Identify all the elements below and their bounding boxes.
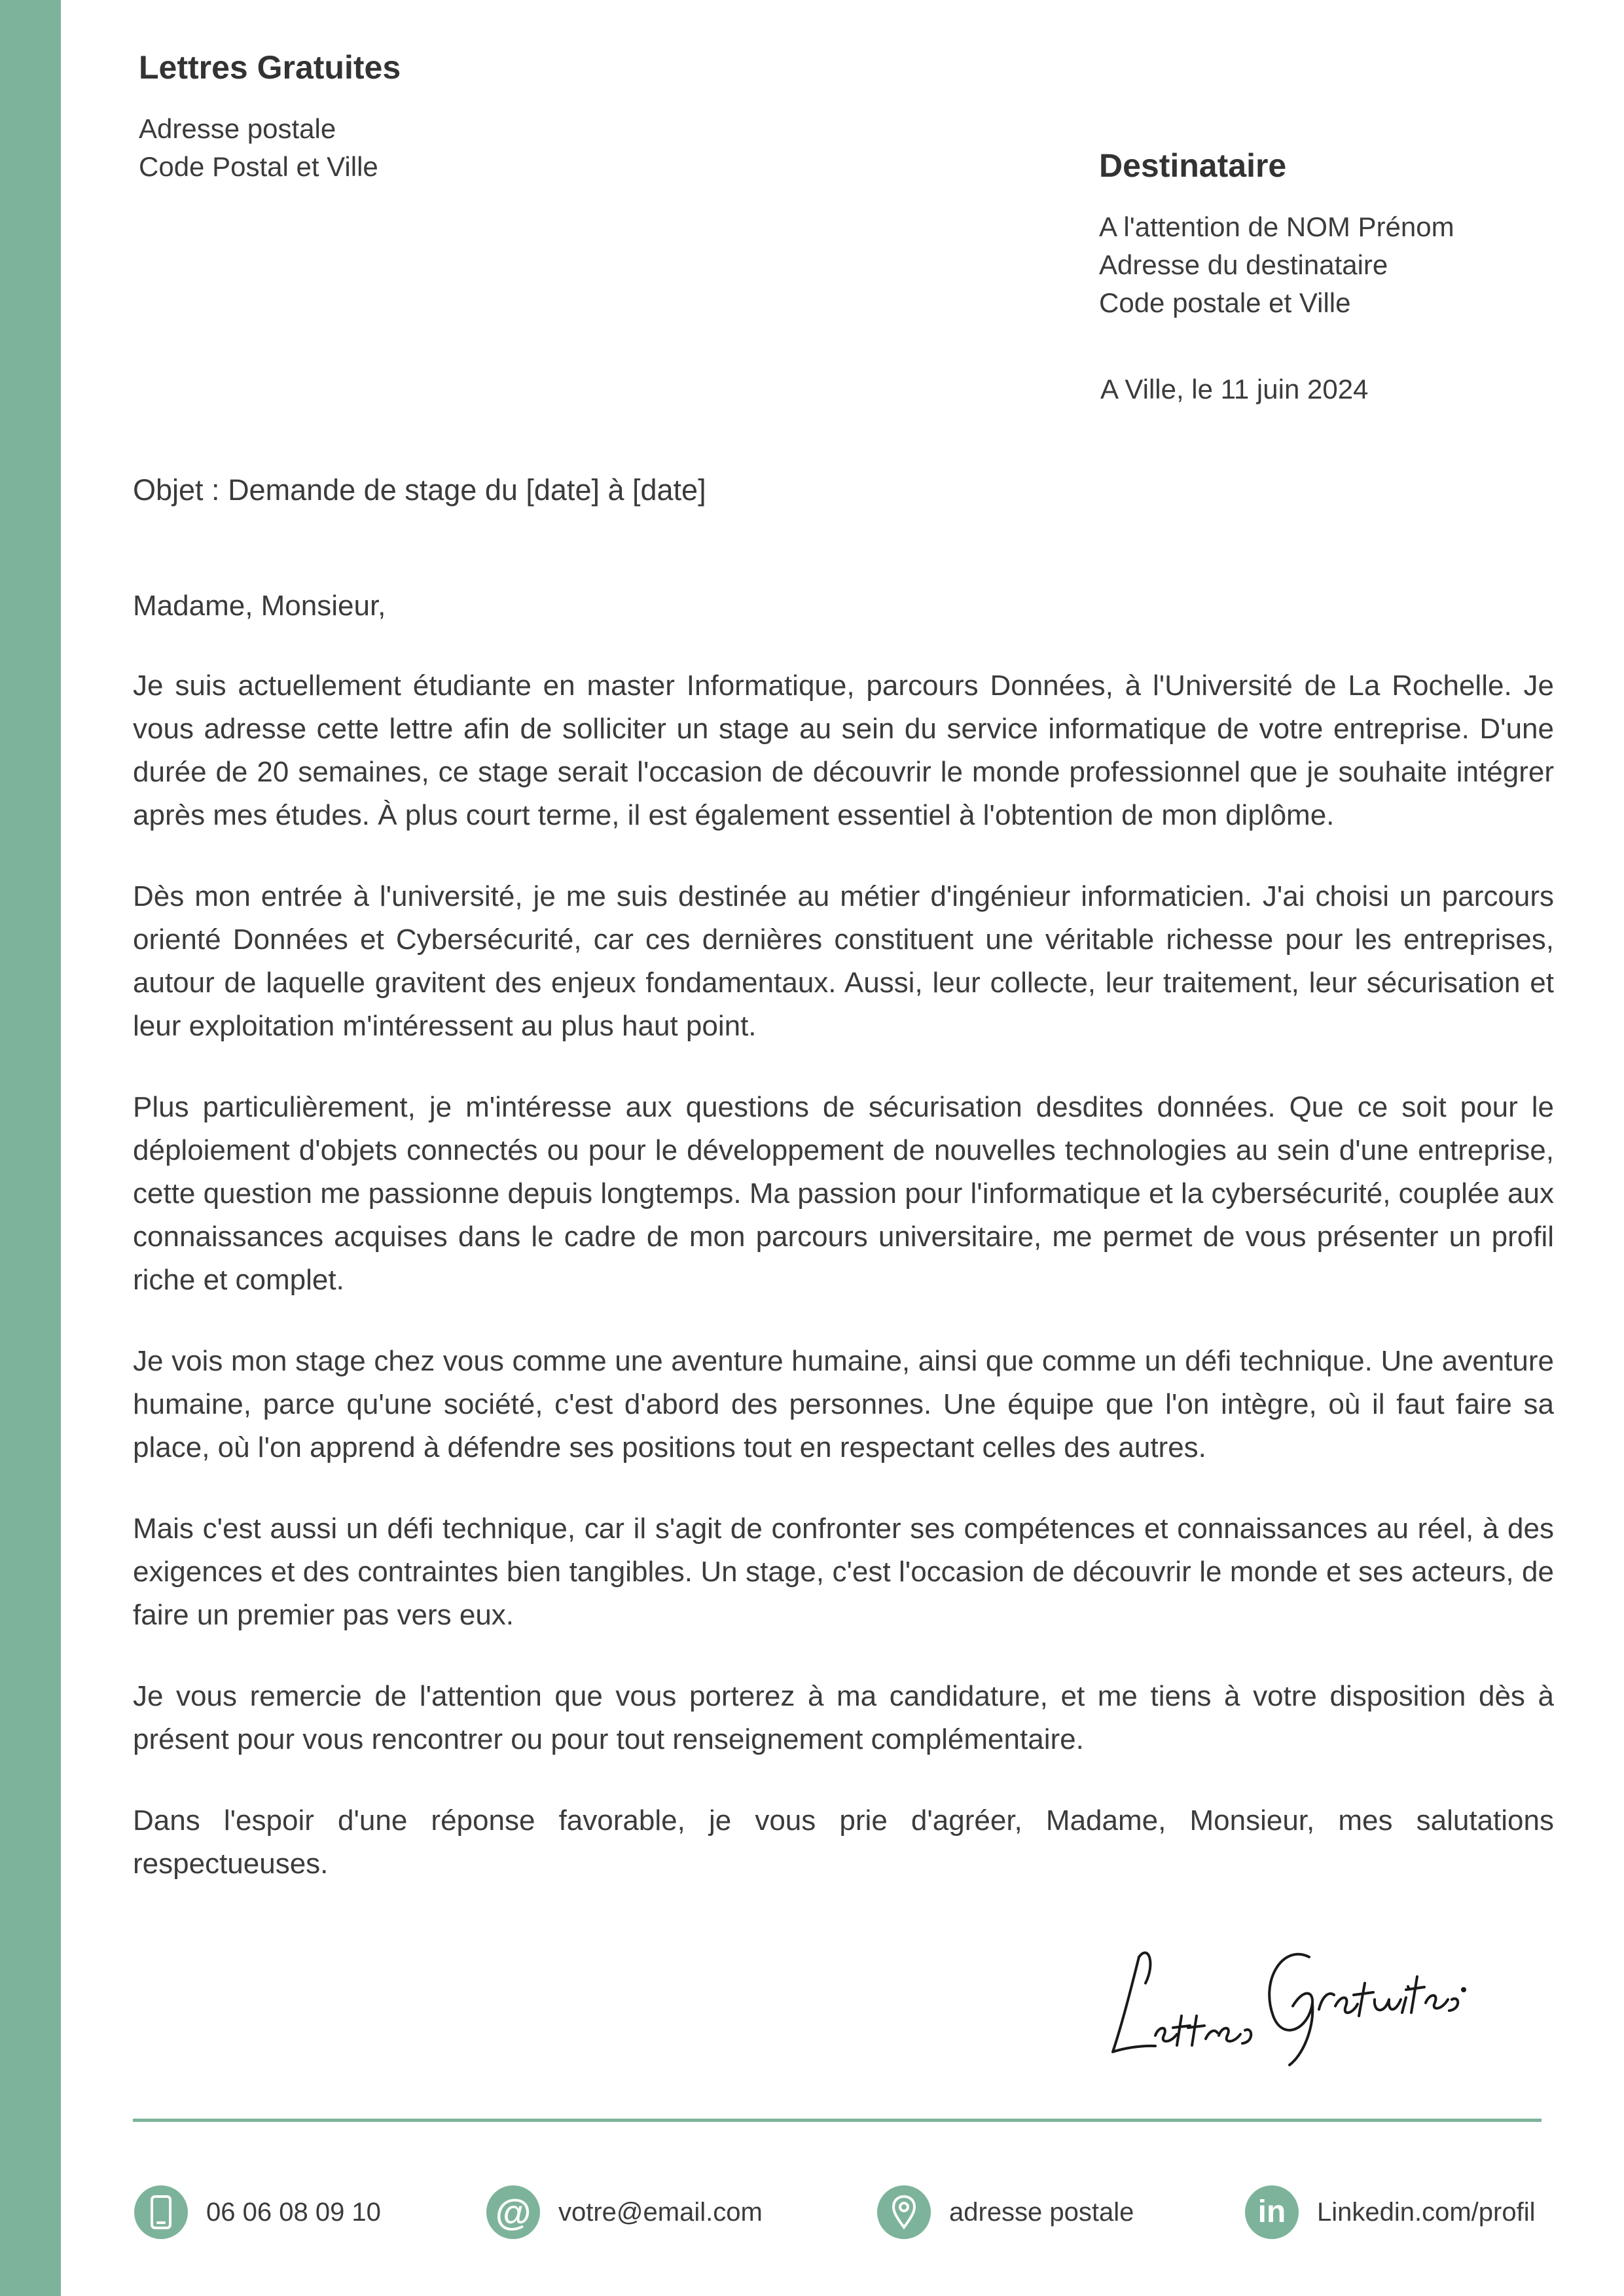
recipient-city: Code postale et Ville xyxy=(1099,287,1351,318)
footer-phone-text: 06 06 08 09 10 xyxy=(206,2197,381,2227)
at-icon: @ xyxy=(486,2185,540,2239)
handwritten-signature xyxy=(1093,1918,1486,2075)
linkedin-icon: in xyxy=(1245,2185,1299,2239)
letter-body xyxy=(133,584,1554,1924)
footer-linkedin-text: Linkedin.com/profil xyxy=(1317,2197,1536,2227)
footer-address xyxy=(877,2183,1134,2242)
sender-address-line2: Code Postal et Ville xyxy=(139,151,378,182)
phone-icon xyxy=(134,2185,188,2239)
footer-linkedin xyxy=(1245,2183,1536,2242)
location-pin-icon xyxy=(877,2185,931,2239)
body-paragraph: Plus particulièrement, je m'intéresse aux questions de sécurisation desdites données. Que ce soit pour le déploiement d'objets connectés ou pour le développement de nouvelles technologies au sein d'une entreprise, cette question me passionne depuis longtemps. Ma passion pour l'informatique et la cybersécurité, couplée aux connaissances acquises dans le cadre de mon parcours universitaire, me permet de vous présenter un profil riche et complet. xyxy=(133,1091,1554,1296)
sender-block xyxy=(139,45,401,186)
footer-email xyxy=(486,2183,763,2242)
footer-email-text: votre@email.com xyxy=(558,2197,763,2227)
sender-name: Lettres Gratuites xyxy=(139,49,401,86)
recipient-title: Destinataire xyxy=(1099,147,1287,184)
footer-divider xyxy=(133,2119,1542,2122)
salutation: Madame, Monsieur, xyxy=(133,590,386,622)
body-paragraph: Je vois mon stage chez vous comme une aventure humaine, ainsi que comme un défi technique. Une aventure humaine, parce qu'une société, c'est d'abord des personnes. Une équipe que l'on intègre, où il faut faire sa place, où l'on apprend à défendre ses positions tout en respectant celles des autres. xyxy=(133,1345,1554,1463)
recipient-block xyxy=(1099,143,1454,322)
footer-address-text: adresse postale xyxy=(949,2197,1134,2227)
recipient-attention: A l'attention de NOM Prénom xyxy=(1099,211,1454,242)
body-paragraph: Je vous remercie de l'attention que vous porterez à ma candidature, et me tiens à votre disposition dès à présent pour vous rencontrer ou pour tout renseignement complémentaire. xyxy=(133,1680,1554,1755)
body-paragraph: Je suis actuellement étudiante en master Informatique, parcours Données, à l'Université de La Rochelle. Je vous adresse cette lettre afin de solliciter un stage au sein du service informatique de votre entreprise. D'une durée de 20 semaines, ce stage serait l'occasion de découvrir le monde professionnel que je souhaite intégrer après mes études. À plus court terme, il est également essentiel à l'obtention de mon diplôme. xyxy=(133,670,1554,831)
closing-paragraph: Dans l'espoir d'une réponse favorable, je vous prie d'agréer, Madame, Monsieur, mes salutations respectueuses. xyxy=(133,1804,1554,1880)
letter-subject: Objet : Demande de stage du [date] à [date] xyxy=(133,473,706,507)
body-paragraph: Mais c'est aussi un défi technique, car il s'agit de confronter ses compétences et connaissances au réel, à des exigences et des contraintes bien tangibles. Un stage, c'est l'occasion de découvrir le monde et ses acteurs, de faire un premier pas vers eux. xyxy=(133,1513,1554,1631)
body-paragraph: Dès mon entrée à l'université, je me suis destinée au métier d'ingénieur informaticien. J'ai choisi un parcours orienté Données et Cybersécurité, car ces dernières constituent une véritable richesse pour les entreprises, autour de laquelle gravitent des enjeux fondamentaux. Aussi, leur collecte, leur traitement, leur sécurisation et leur exploitation m'intéressent au plus haut point. xyxy=(133,880,1554,1042)
accent-sidebar xyxy=(0,0,61,2296)
recipient-address: Adresse du destinataire xyxy=(1099,249,1388,280)
footer-phone xyxy=(134,2183,381,2242)
sender-address-line1: Adresse postale xyxy=(139,113,336,144)
letter-date: A Ville, le 11 juin 2024 xyxy=(1100,374,1369,404)
